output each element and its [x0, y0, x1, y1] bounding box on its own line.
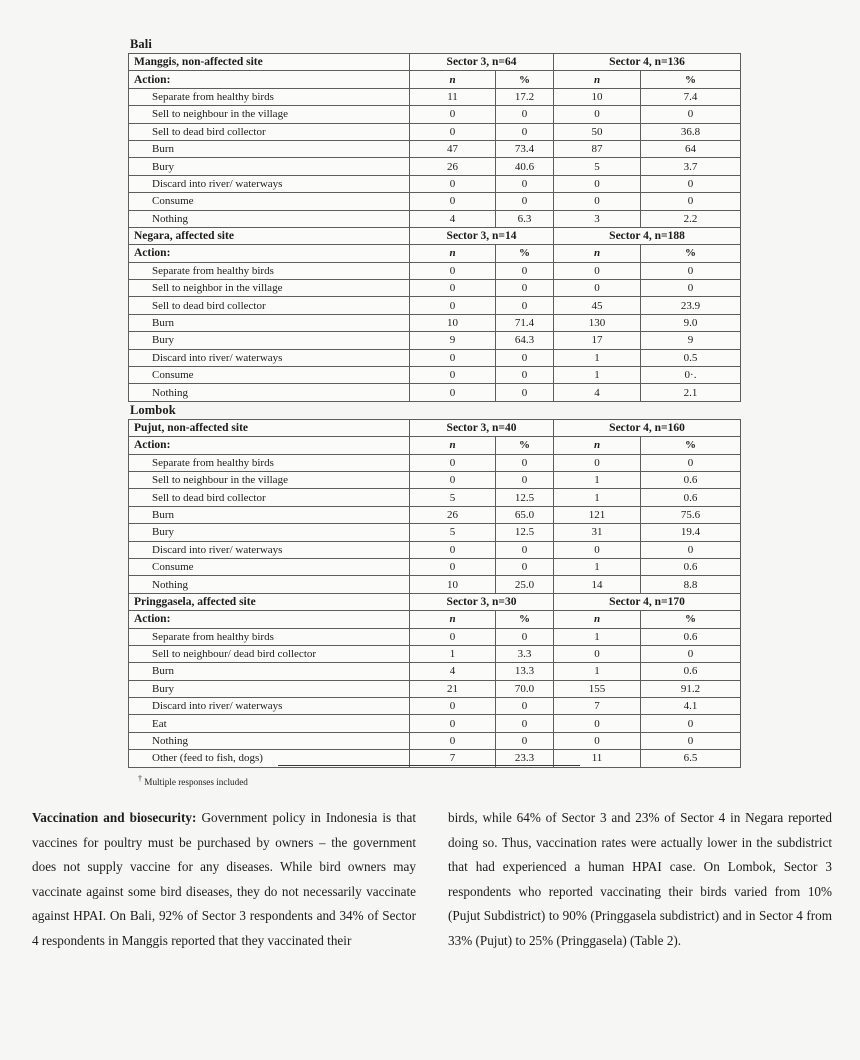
sector3-n-value: 0: [410, 384, 496, 401]
site-label: Pringgasela, affected site: [129, 593, 410, 610]
paragraph-right-text: birds, while 64% of Sector 3 and 23% of Sector 4 in Negara reported doing so. Thus, vaccination rates were actually lower in the subdistrict that had experienced a human HPAI case. On Lombok, Sector 3 respondents who reported vaccinating their birds varied from 10% (Pujut Subdistrict) to 90% (Pringgasela subdistrict) and in Sector 4 from 33% (Pujut) to 25% (Pringgasela) (Table 2).: [448, 810, 832, 948]
sector4-n-value: 87: [554, 140, 641, 157]
table-footnote: [128, 768, 740, 788]
sector4-pct-value: 9.0: [641, 314, 741, 331]
sector3-n-value: 1: [410, 645, 496, 662]
sector4-n-value: 0: [554, 106, 641, 123]
sector4-n-value: 1: [554, 558, 641, 575]
table-row: [129, 175, 741, 192]
sector4-n-header: [554, 437, 641, 454]
sector4-n-value: 7: [554, 698, 641, 715]
sector4-pct-header: %: [641, 71, 741, 88]
body-column-left: [32, 806, 416, 953]
site-label: Manggis, non-affected site: [129, 54, 410, 71]
table-row: [129, 489, 741, 506]
table-row: [129, 106, 741, 123]
sector4-pct-value: 0: [641, 280, 741, 297]
sector4-pct-value: 0: [641, 175, 741, 192]
action-column-label: Action:: [129, 245, 410, 262]
sector4-n-value: 0: [554, 175, 641, 192]
action-label: Separate from healthy birds: [129, 454, 410, 471]
action-label: Burn: [129, 314, 410, 331]
action-label: Nothing: [129, 732, 410, 749]
italic-n: n: [593, 73, 601, 86]
sector3-pct-header: %: [496, 245, 554, 262]
sector3-pct-header: %: [496, 611, 554, 628]
sector4-pct-header: %: [641, 611, 741, 628]
sector3-pct-value: 0: [496, 280, 554, 297]
sector4-pct-value: 7.4: [641, 88, 741, 105]
sector3-pct-value: 73.4: [496, 140, 554, 157]
table-block: [128, 36, 740, 788]
table-row: [129, 698, 741, 715]
action-label: Sell to neighbour in the village: [129, 471, 410, 488]
action-label: Separate from healthy birds: [129, 88, 410, 105]
sector4-n-value: 0: [554, 645, 641, 662]
action-label: Sell to neighbour/ dead bird collector: [129, 645, 410, 662]
action-label: Burn: [129, 506, 410, 523]
site-table: [128, 419, 741, 768]
sector3-n-value: 0: [410, 175, 496, 192]
action-label: Separate from healthy birds: [129, 262, 410, 279]
sector3-pct-value: 0: [496, 384, 554, 401]
sector4-pct-value: 23.9: [641, 297, 741, 314]
table-row: [129, 454, 741, 471]
sector3-n-value: 9: [410, 332, 496, 349]
sector4-n-value: 0: [554, 280, 641, 297]
sector3-n-value: 11: [410, 88, 496, 105]
site-header-row: [129, 593, 741, 610]
action-label: Nothing: [129, 576, 410, 593]
sector4-n-value: 0: [554, 193, 641, 210]
sector4-pct-value: 6.5: [641, 750, 741, 767]
sector3-pct-header: %: [496, 71, 554, 88]
action-label: Consume: [129, 193, 410, 210]
sector3-pct-value: 12.5: [496, 524, 554, 541]
column-header-row: [129, 71, 741, 88]
table-row: [129, 140, 741, 157]
action-label: Consume: [129, 558, 410, 575]
sector4-pct-value: 0.6: [641, 489, 741, 506]
sector4-pct-value: 0: [641, 732, 741, 749]
action-label: Burn: [129, 663, 410, 680]
sector4-pct-value: 75.6: [641, 506, 741, 523]
sector3-pct-value: 0: [496, 558, 554, 575]
table-row: [129, 297, 741, 314]
sector4-pct-value: 0: [641, 262, 741, 279]
table-row: [129, 123, 741, 140]
column-header-row: [129, 437, 741, 454]
italic-n: n: [593, 613, 601, 626]
table-row: [129, 558, 741, 575]
sector4-pct-header: %: [641, 245, 741, 262]
sector3-pct-value: 0: [496, 106, 554, 123]
sector3-pct-value: 0: [496, 123, 554, 140]
table-row: [129, 506, 741, 523]
sector4-n-value: 4: [554, 384, 641, 401]
island-label: Bali: [130, 37, 152, 51]
sector3-pct-value: 0: [496, 297, 554, 314]
sector3-pct-header: %: [496, 437, 554, 454]
sector3-n-value: 0: [410, 123, 496, 140]
action-label: Bury: [129, 332, 410, 349]
sector3-n-value: 26: [410, 506, 496, 523]
sector4-pct-value: 0: [641, 106, 741, 123]
sector3-n-value: 26: [410, 158, 496, 175]
sector4-pct-value: 3.7: [641, 158, 741, 175]
sector3-pct-value: 71.4: [496, 314, 554, 331]
footnote-text: Multiple responses included: [144, 776, 248, 787]
sector4-n-value: 155: [554, 680, 641, 697]
sector3-pct-value: 0: [496, 715, 554, 732]
sector4-n-value: 0: [554, 732, 641, 749]
sector4-n-value: 0: [554, 715, 641, 732]
sector4-n-value: 1: [554, 367, 641, 384]
table-row: [129, 88, 741, 105]
footnote-marker: †: [138, 773, 142, 783]
sector3-pct-value: 0: [496, 193, 554, 210]
table-row: [129, 541, 741, 558]
sector3-n-value: 10: [410, 314, 496, 331]
sector3-n-value: 0: [410, 541, 496, 558]
sector3-n-value: 10: [410, 576, 496, 593]
sector3-n-value: 0: [410, 349, 496, 366]
sector3-pct-value: 65.0: [496, 506, 554, 523]
action-label: Sell to dead bird collector: [129, 297, 410, 314]
sector3-header: Sector 3, n=40: [410, 419, 554, 436]
action-label: Discard into river/ waterways: [129, 175, 410, 192]
sector3-pct-value: 3.3: [496, 645, 554, 662]
sector4-pct-value: 0.5: [641, 349, 741, 366]
table-row: [129, 663, 741, 680]
sector3-pct-value: 0: [496, 628, 554, 645]
table-row: [129, 367, 741, 384]
action-column-label: Action:: [129, 71, 410, 88]
sector3-pct-value: 23.3: [496, 750, 554, 767]
action-label: Discard into river/ waterways: [129, 349, 410, 366]
italic-n: n: [593, 247, 601, 260]
table-row: [129, 332, 741, 349]
sector4-pct-value: 36.8: [641, 123, 741, 140]
action-label: Discard into river/ waterways: [129, 698, 410, 715]
sector4-pct-value: 8.8: [641, 576, 741, 593]
action-label: Eat: [129, 715, 410, 732]
sector3-pct-value: 0: [496, 454, 554, 471]
sector4-n-value: 0: [554, 541, 641, 558]
sector4-n-value: 1: [554, 663, 641, 680]
action-label: Discard into river/ waterways: [129, 541, 410, 558]
sector4-n-value: 3: [554, 210, 641, 227]
sector4-pct-value: 0: [641, 645, 741, 662]
sector4-pct-value: 64: [641, 140, 741, 157]
table-row: [129, 680, 741, 697]
table-row: [129, 158, 741, 175]
sector3-pct-value: 40.6: [496, 158, 554, 175]
action-label: Nothing: [129, 384, 410, 401]
section-divider-rule: [278, 765, 580, 766]
sector4-pct-value: 2.2: [641, 210, 741, 227]
action-label: Other (feed to fish, dogs): [129, 750, 410, 767]
sector4-n-value: 31: [554, 524, 641, 541]
sector4-pct-value: 0.6: [641, 558, 741, 575]
sector4-n-value: 1: [554, 628, 641, 645]
table-row: [129, 314, 741, 331]
italic-n: n: [449, 247, 456, 260]
sector4-n-value: 1: [554, 471, 641, 488]
table-row: [129, 210, 741, 227]
sector4-header: Sector 4, n=188: [554, 227, 741, 244]
sector3-n-header: [410, 71, 496, 88]
sector4-n-header: [554, 71, 641, 88]
site-label: Pujut, non-affected site: [129, 419, 410, 436]
sector3-n-header: [410, 611, 496, 628]
sector3-n-value: 0: [410, 628, 496, 645]
table-row: [129, 645, 741, 662]
sector4-header: Sector 4, n=170: [554, 593, 741, 610]
sector3-n-value: 0: [410, 454, 496, 471]
sector4-pct-value: 0: [641, 193, 741, 210]
table-row: [129, 193, 741, 210]
sector4-pct-value: 0.6: [641, 663, 741, 680]
sector3-n-value: 0: [410, 732, 496, 749]
site-header-row: [129, 54, 741, 71]
body-column-right: [448, 806, 832, 953]
sector3-pct-value: 0: [496, 175, 554, 192]
sector4-pct-value: 0: [641, 715, 741, 732]
table-row: [129, 384, 741, 401]
sector3-header: Sector 3, n=30: [410, 593, 554, 610]
sector3-pct-value: 64.3: [496, 332, 554, 349]
sector3-n-value: 0: [410, 715, 496, 732]
table-row: [129, 628, 741, 645]
paragraph-run-in-heading: Vaccination and biosecurity:: [32, 810, 197, 825]
sector4-n-header: [554, 611, 641, 628]
table-row: [129, 349, 741, 366]
action-label: Sell to neighbour in the village: [129, 106, 410, 123]
action-label: Bury: [129, 158, 410, 175]
sector4-pct-value: 19.4: [641, 524, 741, 541]
sector4-n-value: 11: [554, 750, 641, 767]
sector4-n-value: 45: [554, 297, 641, 314]
sector3-pct-value: 17.2: [496, 88, 554, 105]
sector3-n-header: [410, 245, 496, 262]
action-column-label: Action:: [129, 611, 410, 628]
action-label: Sell to dead bird collector: [129, 123, 410, 140]
sector4-pct-value: 91.2: [641, 680, 741, 697]
sector3-n-value: 0: [410, 106, 496, 123]
sector3-n-value: 0: [410, 698, 496, 715]
table-row: [129, 715, 741, 732]
sector3-n-header: [410, 437, 496, 454]
site-table: [128, 53, 741, 402]
body-text-columns: [32, 806, 832, 953]
sector3-pct-value: 0: [496, 698, 554, 715]
action-label: Nothing: [129, 210, 410, 227]
table-row: [129, 280, 741, 297]
sector4-pct-value: 2.1: [641, 384, 741, 401]
action-column-label: Action:: [129, 437, 410, 454]
sector3-pct-value: 12.5: [496, 489, 554, 506]
column-header-row: [129, 611, 741, 628]
action-label: Separate from healthy birds: [129, 628, 410, 645]
sector3-n-value: 5: [410, 524, 496, 541]
sector4-n-value: 17: [554, 332, 641, 349]
sector4-pct-value: 0: [641, 454, 741, 471]
table-row: [129, 576, 741, 593]
table-row: [129, 524, 741, 541]
action-label: Burn: [129, 140, 410, 157]
sector3-n-value: 0: [410, 262, 496, 279]
sector4-pct-value: 0: [641, 541, 741, 558]
sector3-pct-value: 6.3: [496, 210, 554, 227]
sector3-pct-value: 13.3: [496, 663, 554, 680]
sector3-n-value: 0: [410, 558, 496, 575]
sector3-pct-value: 25.0: [496, 576, 554, 593]
sector3-n-value: 5: [410, 489, 496, 506]
sector4-n-header: [554, 245, 641, 262]
column-header-row: [129, 245, 741, 262]
sector3-pct-value: 0: [496, 541, 554, 558]
sector4-n-value: 1: [554, 349, 641, 366]
sector3-pct-value: 70.0: [496, 680, 554, 697]
sector4-header: Sector 4, n=160: [554, 419, 741, 436]
sector4-n-value: 10: [554, 88, 641, 105]
action-label: Consume: [129, 367, 410, 384]
sector3-n-value: 0: [410, 193, 496, 210]
action-label: Sell to dead bird collector: [129, 489, 410, 506]
site-header-row: [129, 227, 741, 244]
sector3-pct-value: 0: [496, 471, 554, 488]
sector3-header: Sector 3, n=64: [410, 54, 554, 71]
sector4-n-value: 0: [554, 454, 641, 471]
action-label: Bury: [129, 680, 410, 697]
island-label: Lombok: [130, 402, 176, 417]
sector4-n-value: 121: [554, 506, 641, 523]
sector4-n-value: 50: [554, 123, 641, 140]
sector3-n-value: 7: [410, 750, 496, 767]
sector4-n-value: 1: [554, 489, 641, 506]
sector4-n-value: 130: [554, 314, 641, 331]
italic-n: n: [593, 439, 601, 452]
sector4-n-value: 14: [554, 576, 641, 593]
site-label: Negara, affected site: [129, 227, 410, 244]
sector4-n-value: 5: [554, 158, 641, 175]
paragraph-left-text: Government policy in Indonesia is that vaccines for poultry must be purchased by owners – the government does not supply vaccine for any diseases. While bird owners may vaccinate against some bird diseases, they do not necessarily vaccinate against HPAI. On Bali, 92% of Sector 3 respondents and 34% of Sector 4 respondents in Manggis reported that they vaccinated their: [32, 810, 417, 948]
italic-n: n: [449, 73, 456, 86]
sector3-n-value: 0: [410, 280, 496, 297]
italic-n: n: [449, 613, 456, 626]
sector3-n-value: 0: [410, 297, 496, 314]
sector3-pct-value: 0: [496, 349, 554, 366]
sector4-n-value: 0: [554, 262, 641, 279]
sector3-n-value: 21: [410, 680, 496, 697]
sector4-pct-value: 0·.: [641, 367, 741, 384]
sector4-pct-value: 4.1: [641, 698, 741, 715]
action-label: Bury: [129, 524, 410, 541]
sector3-n-value: 0: [410, 471, 496, 488]
sector3-pct-value: 0: [496, 732, 554, 749]
sector3-n-value: 47: [410, 140, 496, 157]
action-label: Sell to neighbor in the village: [129, 280, 410, 297]
sector3-pct-value: 0: [496, 367, 554, 384]
site-header-row: [129, 419, 741, 436]
sector4-pct-value: 0.6: [641, 471, 741, 488]
sector4-header: Sector 4, n=136: [554, 54, 741, 71]
sector3-n-value: 0: [410, 367, 496, 384]
italic-n: n: [449, 439, 456, 452]
table-row: [129, 262, 741, 279]
sector4-pct-header: %: [641, 437, 741, 454]
sector3-pct-value: 0: [496, 262, 554, 279]
table-row: [129, 471, 741, 488]
sector4-pct-value: 0.6: [641, 628, 741, 645]
sector3-n-value: 4: [410, 663, 496, 680]
sector3-header: Sector 3, n=14: [410, 227, 554, 244]
sector4-pct-value: 9: [641, 332, 741, 349]
table-row: [129, 732, 741, 749]
sector3-n-value: 4: [410, 210, 496, 227]
